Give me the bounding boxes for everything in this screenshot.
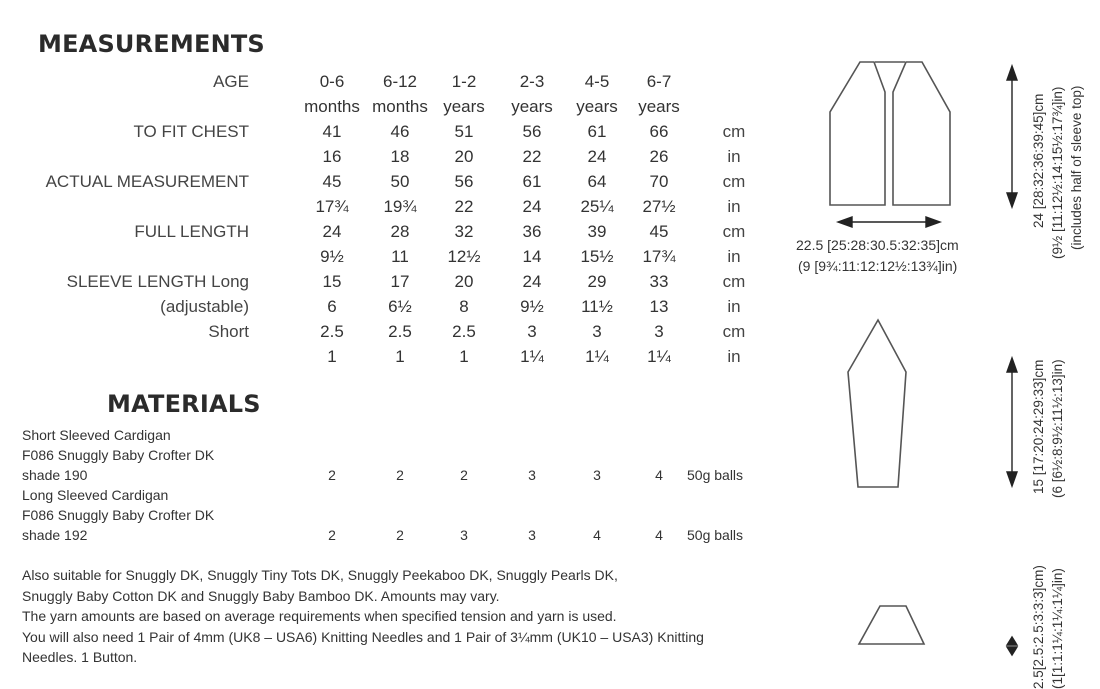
table-cell: 61 xyxy=(522,172,542,191)
note-line: Needles. 1 Button. xyxy=(22,649,138,665)
age-header-line2: years xyxy=(576,97,618,116)
body-width-in-label: (9 [9¾:11:12:12½:13¾]in) xyxy=(798,258,958,274)
table-cell: 66 xyxy=(649,122,669,141)
table-cell: 56 xyxy=(454,172,474,191)
table-cell: 17 xyxy=(390,272,410,291)
table-cell: 6½ xyxy=(388,297,412,316)
table-cell: 1 xyxy=(395,347,405,366)
table-cell: 12½ xyxy=(447,247,481,266)
table-cell: 1¼ xyxy=(520,347,544,366)
age-header-line2: years xyxy=(638,97,680,116)
table-cell: 11 xyxy=(391,247,409,266)
body-length-in-label: (9½ [11:12½:14:15½:17¾]in) xyxy=(1050,86,1065,259)
table-cell: 1 xyxy=(459,347,469,366)
age-header-line2: months xyxy=(304,97,360,116)
material-quantity: 3 xyxy=(528,467,536,483)
note-line: Snuggly Baby Cotton DK and Snuggly Baby Bamboo DK. Amounts may vary. xyxy=(22,587,500,604)
age-header-line1: 1-2 xyxy=(451,72,477,91)
unit-label: cm xyxy=(722,272,746,291)
unit-label: in xyxy=(727,147,741,166)
age-header-line1: 0-6 xyxy=(319,72,345,91)
material-description: F086 Snuggly Baby Crofter DK xyxy=(22,447,215,463)
unit-label: in xyxy=(727,197,741,216)
material-quantity: 4 xyxy=(655,467,663,483)
age-label: AGE xyxy=(213,72,249,91)
unit-label: cm xyxy=(722,172,746,191)
material-quantity: 2 xyxy=(396,527,404,543)
note-line: You will also need 1 Pair of 4mm (UK8 – USA6) Knitting Needles and 1 Pair of 3¼mm (UK10 – USA3) Knitting xyxy=(22,628,704,645)
table-cell: 25¼ xyxy=(580,197,614,216)
table-cell: 13 xyxy=(649,297,669,316)
table-cell: 1¼ xyxy=(647,347,671,366)
table-cell: 64 xyxy=(587,172,607,191)
body-length-arrow xyxy=(1007,66,1017,207)
table-cell: 24 xyxy=(322,222,342,241)
table-cell: 18 xyxy=(390,147,410,166)
material-quantity: 3 xyxy=(460,527,468,543)
table-cell: 11½ xyxy=(581,297,613,316)
short-sleeve-length-arrow xyxy=(1007,637,1017,655)
table-cell: 9½ xyxy=(520,297,544,316)
material-unit: 50g balls xyxy=(687,467,744,483)
sleeve-length-cm-label: 15 [17:20:24:29:33]cm xyxy=(1031,359,1046,494)
short-sleeve-diagram xyxy=(859,606,924,644)
table-cell: 36 xyxy=(522,222,542,241)
table-cell: 24 xyxy=(522,272,542,291)
table-cell: 2.5 xyxy=(320,322,344,341)
table-cell: 33 xyxy=(649,272,669,291)
sleeve-length-in-label: (6 [6½:8:9½:11½:13]in) xyxy=(1050,359,1065,498)
material-description: shade 190 xyxy=(22,467,88,483)
table-cell: 45 xyxy=(322,172,342,191)
row-label: (adjustable) xyxy=(160,297,249,316)
table-cell: 16 xyxy=(322,147,342,166)
short-sleeve-in-label: (1[1:1:1¼:1¼:1¼]in) xyxy=(1050,568,1065,689)
row-label: SLEEVE LENGTH Long xyxy=(66,272,249,291)
table-cell: 29 xyxy=(587,272,607,291)
table-cell: 24 xyxy=(587,147,607,166)
table-cell: 32 xyxy=(454,222,474,241)
table-cell: 22 xyxy=(522,147,542,166)
table-cell: 19¾ xyxy=(383,197,417,216)
table-cell: 3 xyxy=(592,322,602,341)
material-description: Long Sleeved Cardigan xyxy=(22,487,169,503)
measurements-heading: MEASUREMENTS xyxy=(38,30,265,58)
age-header-line1: 6-12 xyxy=(382,72,418,91)
table-cell: 27½ xyxy=(642,197,676,216)
table-cell: 9½ xyxy=(320,247,344,266)
material-quantity: 2 xyxy=(328,467,336,483)
material-quantity: 2 xyxy=(460,467,468,483)
table-cell: 20 xyxy=(454,272,474,291)
table-cell: 15½ xyxy=(580,247,614,266)
table-cell: 45 xyxy=(649,222,669,241)
material-quantity: 2 xyxy=(396,467,404,483)
material-description: shade 192 xyxy=(22,527,88,543)
table-cell: 1 xyxy=(327,347,337,366)
body-length-note-label: (includes half of sleeve top) xyxy=(1069,85,1084,250)
table-cell: 3 xyxy=(527,322,537,341)
note-line: Also suitable for Snuggly DK, Snuggly Tiny Tots DK, Snuggly Peekaboo DK, Snuggly Pearls DK, xyxy=(22,567,618,583)
age-header-line2: years xyxy=(443,97,485,116)
table-cell: 8 xyxy=(459,297,469,316)
table-cell: 41 xyxy=(322,122,342,141)
unit-label: cm xyxy=(722,122,746,141)
age-header-line2: months xyxy=(372,97,428,116)
row-label: Short xyxy=(208,322,249,341)
unit-label: in xyxy=(727,347,741,366)
unit-label: cm xyxy=(722,222,746,241)
table-cell: 1¼ xyxy=(585,347,609,366)
long-sleeve-diagram xyxy=(848,320,906,487)
row-label: ACTUAL MEASUREMENT xyxy=(45,172,249,191)
table-cell: 51 xyxy=(454,122,474,141)
row-label: TO FIT CHEST xyxy=(133,122,249,141)
unit-label: cm xyxy=(722,322,746,341)
table-cell: 17¾ xyxy=(315,197,349,216)
body-width-arrow xyxy=(838,217,940,227)
age-header-line1: 6-7 xyxy=(646,72,672,91)
table-cell: 6 xyxy=(327,297,337,316)
body-length-cm-label: 24 [28:32:36:39:45]cm xyxy=(1031,93,1046,228)
table-cell: 56 xyxy=(522,122,542,141)
material-quantity: 4 xyxy=(593,527,601,543)
table-cell: 20 xyxy=(454,147,474,166)
age-header-line1: 4-5 xyxy=(584,72,610,91)
note-line: The yarn amounts are based on average requirements when specified tension and yarn is used. xyxy=(22,608,617,624)
table-cell: 46 xyxy=(390,122,410,141)
table-cell: 15 xyxy=(322,272,342,291)
table-cell: 39 xyxy=(587,222,607,241)
material-quantity: 3 xyxy=(593,467,601,483)
material-quantity: 2 xyxy=(328,527,336,543)
table-cell: 2.5 xyxy=(452,322,476,341)
unit-label: in xyxy=(727,247,741,266)
age-header-line2: years xyxy=(511,97,553,116)
table-cell: 17¾ xyxy=(642,247,676,266)
material-description: F086 Snuggly Baby Crofter DK xyxy=(22,507,215,523)
materials-heading: MATERIALS xyxy=(107,390,261,418)
material-unit: 50g balls xyxy=(687,527,744,543)
table-cell: 28 xyxy=(390,222,410,241)
table-cell: 2.5 xyxy=(388,322,412,341)
table-cell: 3 xyxy=(654,322,664,341)
table-cell: 22 xyxy=(454,197,474,216)
table-cell: 70 xyxy=(649,172,669,191)
sleeve-length-arrow xyxy=(1007,358,1017,486)
table-cell: 61 xyxy=(587,122,607,141)
table-cell: 24 xyxy=(522,197,542,216)
unit-label: in xyxy=(727,297,741,316)
row-label: FULL LENGTH xyxy=(134,222,249,241)
material-quantity: 4 xyxy=(655,527,663,543)
short-sleeve-cm-label: 2.5[2.5:2.5:3:3:3]cm) xyxy=(1031,565,1046,689)
table-cell: 14 xyxy=(522,247,542,266)
table-cell: 50 xyxy=(390,172,410,191)
body-width-cm-label: 22.5 [25:28:30.5:32:35]cm xyxy=(796,237,959,253)
material-description: Short Sleeved Cardigan xyxy=(22,427,171,443)
age-header-line1: 2-3 xyxy=(519,72,545,91)
material-quantity: 3 xyxy=(528,527,536,543)
body-piece-diagram xyxy=(830,62,950,205)
table-cell: 26 xyxy=(649,147,669,166)
